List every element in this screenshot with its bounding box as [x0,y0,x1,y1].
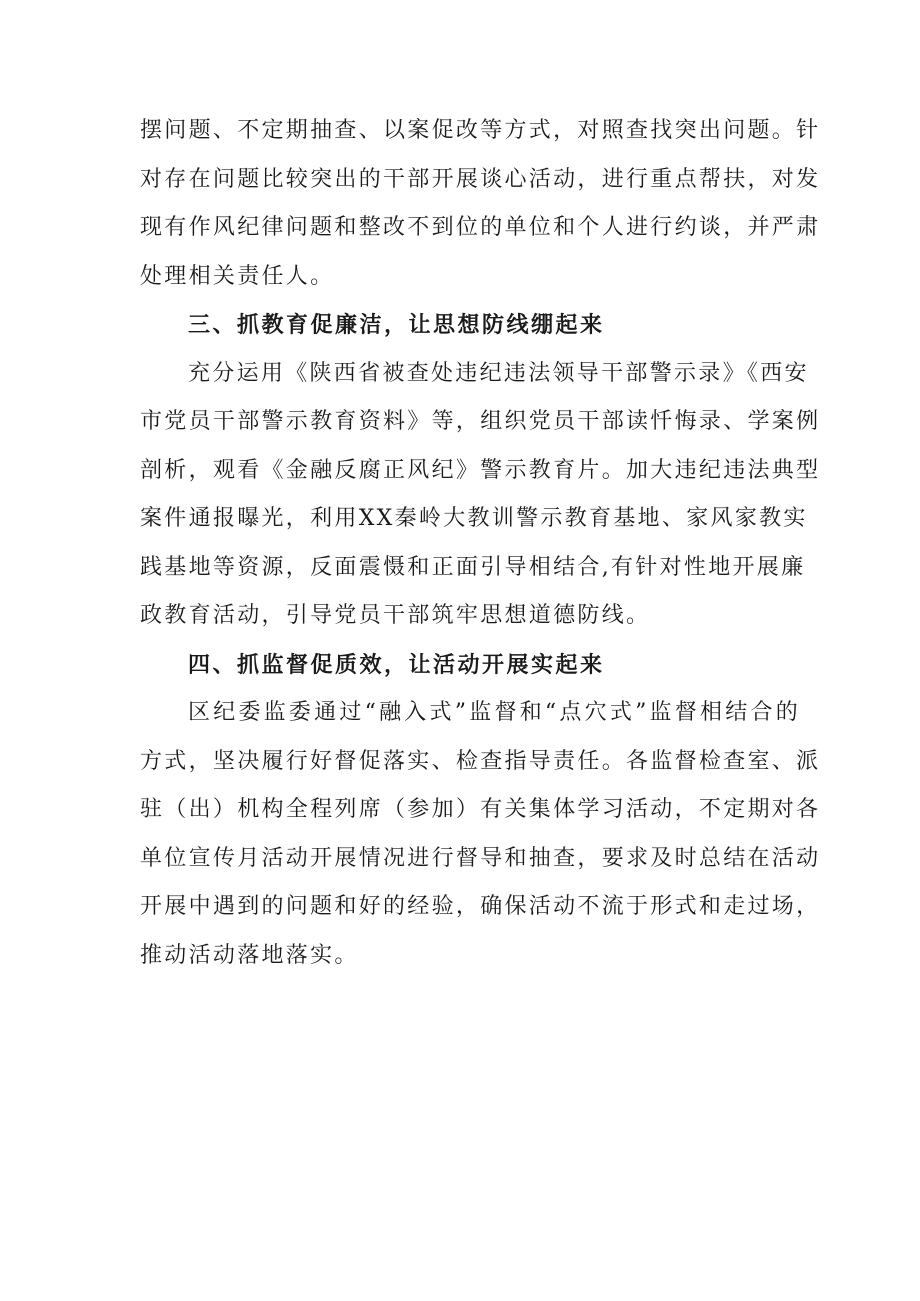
paragraph-line: 方式，坚决履行好督促落实、检查指导责任。各监督检查室、派 [140,748,821,774]
paragraph-line: 区纪委监委通过“融入式”监督和“点穴式”监督相结合的 [188,700,800,725]
paragraph-line: 对存在问题比较突出的干部开展谈心活动，进行重点帮扶，对发 [140,166,821,192]
paragraph-line: 案件通报曝光，利用XX秦岭大教训警示教育基地、家风家教实 [140,506,808,531]
section-heading-4: 四、抓监督促质效，让活动开展实起来 [188,651,605,678]
paragraph-line: 剖析，观看《金融反腐正风纪》警示教育片。加大违纪违法典型 [140,457,821,483]
paragraph-line: 推动活动落地落实。 [140,942,359,968]
paragraph-line: 开展中遇到的问题和好的经验，确保活动不流于形式和走过场， [140,894,821,919]
paragraph-line: 驻（出）机构全程列席（参加）有关集体学习活动，不定期对各 [140,797,821,822]
paragraph-line: 现有作风纪律问题和整改不到位的单位和个人进行约谈，并严肃 [140,215,821,240]
paragraph-line: 摆问题、不定期抽查、以案促改等方式，对照查找突出问题。针 [140,118,821,143]
section-heading-3: 三、抓教育促廉洁，让思想防线绷起来 [188,312,605,338]
document-body [140,107,821,980]
paragraph-line: 政教育活动，引导党员干部筑牢思想道德防线。 [140,603,651,628]
paragraph-line: 处理相关责任人。 [140,263,335,289]
paragraph-line: 践基地等资源，反面震慑和正面引导相结合,有针对性地开展廉 [140,554,806,580]
paragraph-line: 市党员干部警示教育资料》等，组织党员干部读忏悔录、学案例 [140,409,821,434]
paragraph-line: 充分运用《陕西省被查处违纪违法领导干部警示录》《西安 [188,360,809,386]
paragraph-line: 单位宣传月活动开展情况进行督导和抽查，要求及时总结在活动 [140,845,821,871]
